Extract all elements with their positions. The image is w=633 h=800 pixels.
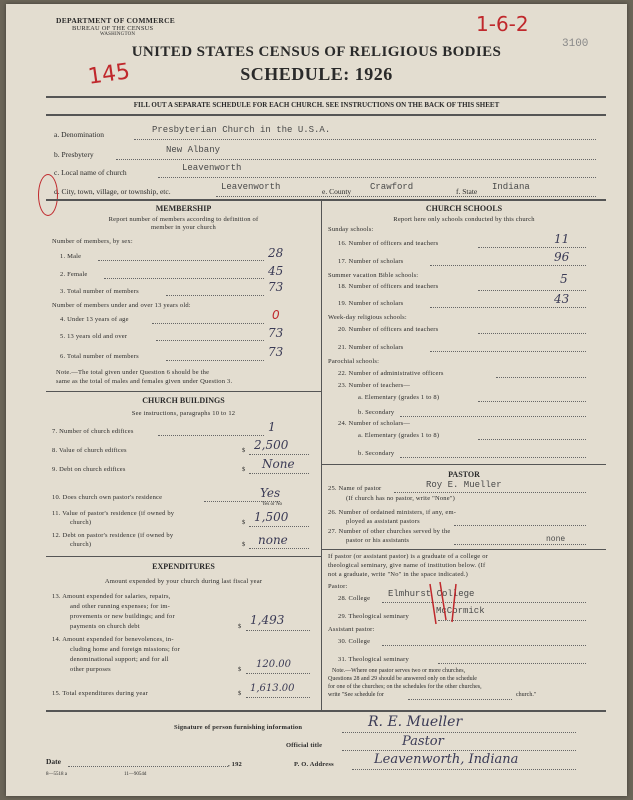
q3-label: 3. Total number of members xyxy=(60,288,139,295)
year-label: , 192 xyxy=(228,761,242,768)
dotted-line xyxy=(430,307,586,308)
q25-value: Roy E. Mueller xyxy=(426,480,502,490)
dotted-line xyxy=(249,526,309,527)
dotted-line xyxy=(249,548,309,549)
q18-value: 5 xyxy=(560,272,568,286)
q24-label: 24. Number of scholars— xyxy=(338,420,411,427)
pastor-note: church." xyxy=(516,692,537,698)
dollar-sign: $ xyxy=(238,666,242,673)
q24a-label: a. Elementary (grades 1 to 8) xyxy=(358,432,440,439)
dotted-line xyxy=(158,435,264,436)
q4-label: 4. Under 13 years of age xyxy=(60,316,129,323)
q15-label: 15. Total expenditures during year xyxy=(52,690,148,697)
dotted-line xyxy=(382,645,586,646)
dotted-line xyxy=(430,265,586,266)
q13-label: and other running expenses; for im- xyxy=(70,603,170,610)
dotted-line xyxy=(98,260,264,261)
signature-value: R. E. Mueller xyxy=(368,714,463,730)
q8-label: 8. Value of church edifices xyxy=(52,447,127,454)
divider xyxy=(46,391,321,392)
q23-label: 23. Number of teachers— xyxy=(338,382,411,389)
dotted-line xyxy=(400,416,586,417)
dotted-line xyxy=(116,159,596,160)
title-value: Pastor xyxy=(402,734,444,749)
presbytery-value: New Albany xyxy=(166,145,221,155)
presbytery-label: b. Presbytery xyxy=(54,150,94,159)
q28-label: 28. College xyxy=(338,595,371,602)
dotted-line xyxy=(478,439,586,440)
q10-value: Yes xyxy=(260,486,281,500)
q12-value: none xyxy=(258,533,288,547)
membership-intro: member in your church xyxy=(150,224,217,231)
denomination-value: Presbyterian Church in the U.S.A. xyxy=(152,125,331,135)
red-date-annotation: 1-6-2 xyxy=(476,12,529,36)
dotted-line xyxy=(342,732,576,733)
state-label: f. State xyxy=(456,187,478,196)
q27-label: pastor or his assistants xyxy=(346,537,410,544)
yes-no-hint: Yes or No xyxy=(262,502,283,507)
dotted-line xyxy=(408,699,512,700)
q8-value: 2,500 xyxy=(254,438,289,452)
q13-label: 13. Amount expended for salaries, repairs, xyxy=(52,593,171,600)
dotted-line xyxy=(496,377,586,378)
q10-label: 10. Does church own pastor's residence xyxy=(52,494,163,501)
dotted-line xyxy=(352,769,576,770)
pastor-note: Note.—Where one pastor serves two or more churches, xyxy=(332,668,466,674)
q12-label: church) xyxy=(70,541,92,548)
form-title: UNITED STATES CENSUS OF RELIGIOUS BODIES xyxy=(131,44,502,60)
q29-label: 29. Theological seminary xyxy=(338,613,409,620)
age-label: Number of members under and over 13 years old: xyxy=(52,302,191,309)
dotted-line xyxy=(249,473,309,474)
q29-value: McCormick xyxy=(436,606,485,616)
q26-label: ployed as assistant pastors xyxy=(346,518,420,525)
city-value: Leavenworth xyxy=(221,182,281,192)
dotted-line xyxy=(478,401,586,402)
dotted-line xyxy=(478,247,586,248)
q19-label: 19. Number of scholars xyxy=(338,300,404,307)
graduate-instructions: not a graduate, write "No" in the space indicated.) xyxy=(328,571,469,578)
dotted-line xyxy=(400,457,586,458)
stamp-number: 3100 xyxy=(562,38,589,50)
q14-label: denominational support; and for all xyxy=(70,656,169,663)
divider xyxy=(46,199,606,201)
q16-value: 11 xyxy=(554,232,570,246)
county-label: e. County xyxy=(322,187,352,196)
expenditures-intro: Amount expended by your church during last fiscal year xyxy=(104,578,263,585)
q9-value: None xyxy=(262,457,295,471)
dotted-line xyxy=(430,351,586,352)
red-check-mark xyxy=(426,580,466,630)
dotted-line xyxy=(166,360,264,361)
date-label: Date xyxy=(46,757,61,766)
parochial-label: Parochial schools: xyxy=(328,358,380,365)
pastor-note: write "See schedule for xyxy=(328,692,384,698)
q7-value: 1 xyxy=(268,420,276,434)
q15-value: 1,613.00 xyxy=(250,683,295,694)
q23a-label: a. Elementary (grades 1 to 8) xyxy=(358,394,440,401)
q11-value: 1,500 xyxy=(254,510,289,524)
q9-label: 9. Debt on church edifices xyxy=(52,466,126,473)
dotted-line xyxy=(438,663,586,664)
q22-label: 22. Number of administrative officers xyxy=(338,370,444,377)
divider xyxy=(46,114,606,116)
q5-value: 73 xyxy=(268,326,284,340)
dotted-line xyxy=(134,139,596,140)
dotted-line xyxy=(104,278,264,279)
dotted-line xyxy=(478,290,586,291)
membership-note: same as the total of males and females given under Question 3. xyxy=(56,378,233,385)
bureau: BUREAU OF THE CENSUS xyxy=(72,25,154,32)
summer-label: Summer vacation Bible schools: xyxy=(328,272,419,279)
membership-heading: MEMBERSHIP xyxy=(155,204,212,213)
q17-label: 17. Number of scholars xyxy=(338,258,404,265)
q16-label: 16. Number of officers and teachers xyxy=(338,240,439,247)
graduate-instructions: If pastor (or assistant pastor) is a graduate of a college or xyxy=(328,553,489,560)
q2-label: 2. Female xyxy=(60,271,88,278)
divider xyxy=(46,710,606,712)
buildings-intro: See instructions, paragraphs 10 to 12 xyxy=(131,410,236,417)
q17-value: 96 xyxy=(554,250,570,264)
dotted-line xyxy=(478,333,586,334)
dotted-line xyxy=(156,340,264,341)
schools-intro: Report here only schools conducted by this church xyxy=(393,216,535,223)
q25-note: (If church has no pastor, write "None") xyxy=(346,495,456,502)
title-label: Official title xyxy=(286,742,323,749)
county-value: Crawford xyxy=(370,182,414,192)
q27-label: 27. Number of other churches served by the xyxy=(328,528,451,535)
q5-label: 5. 13 years old and over xyxy=(60,333,128,340)
divider xyxy=(46,556,321,557)
q25-label: 25. Name of pastor xyxy=(328,485,382,492)
dotted-line xyxy=(454,525,586,526)
dotted-line xyxy=(249,454,309,455)
q28-value: Elmhurst College xyxy=(388,589,475,599)
dollar-sign: $ xyxy=(242,447,246,454)
signature-label: Signature of person furnishing information xyxy=(174,724,303,731)
q14-label: other purposes xyxy=(70,666,111,673)
dotted-line xyxy=(166,295,264,296)
dotted-line xyxy=(68,766,228,767)
census-form xyxy=(6,4,627,796)
address-value: Leavenworth, Indiana xyxy=(374,752,519,767)
q11-label: church) xyxy=(70,519,92,526)
dotted-line xyxy=(246,630,310,631)
dollar-sign: $ xyxy=(242,541,246,548)
instruction-line: FILL OUT A SEPARATE SCHEDULE FOR EACH CHURCH. SEE INSTRUCTIONS ON THE BACK OF THIS SHEET xyxy=(133,101,500,109)
print-number: 11—9054d xyxy=(124,772,147,777)
q7-label: 7. Number of church edifices xyxy=(52,428,134,435)
dotted-line xyxy=(342,750,576,751)
department: DEPARTMENT OF COMMERCE xyxy=(56,16,176,25)
state-value: Indiana xyxy=(492,182,530,192)
dollar-sign: $ xyxy=(238,623,242,630)
q11-label: 11. Value of pastor's residence (if owned by xyxy=(52,510,175,517)
q18-label: 18. Number of officers and teachers xyxy=(338,283,439,290)
red-number-annotation: 145 xyxy=(86,59,132,90)
pastor-label: Pastor: xyxy=(328,583,348,590)
q14-label: cluding home and foreign missions; for xyxy=(70,646,180,653)
q12-label: 12. Debt on pastor's residence (if owned by xyxy=(52,532,174,539)
column-divider xyxy=(321,200,322,710)
q20-label: 20. Number of officers and teachers xyxy=(338,326,439,333)
q24b-label: b. Secondary xyxy=(358,450,395,457)
form-number: 8—5518 a xyxy=(46,772,67,777)
q23b-label: b. Secondary xyxy=(358,409,395,416)
city-label: d. City, town, village, or township, etc. xyxy=(54,187,171,196)
q3-value: 73 xyxy=(268,280,284,294)
local-name-value: Leavenworth xyxy=(182,163,242,173)
by-sex-label: Number of members, by sex: xyxy=(52,238,133,245)
dotted-line xyxy=(454,544,586,545)
q1-label: 1. Male xyxy=(60,253,82,260)
q21-label: 21. Number of scholars xyxy=(338,344,404,351)
divider xyxy=(46,96,606,98)
pastor-note: Questions 28 and 29 should be answered only on the schedule xyxy=(328,676,477,682)
dotted-line xyxy=(394,492,586,493)
q13-value: 1,493 xyxy=(250,613,285,627)
divider xyxy=(322,549,606,550)
q27-value: none xyxy=(546,535,566,544)
graduate-instructions: theological seminary, give name of institution below. (If xyxy=(328,562,486,569)
dotted-line xyxy=(246,697,310,698)
dotted-line xyxy=(382,602,586,603)
q2-value: 45 xyxy=(268,264,284,278)
dotted-line xyxy=(216,196,596,197)
membership-note: Note.—The total given under Question 6 should be the xyxy=(56,369,210,376)
divider xyxy=(322,464,606,465)
denomination-label: a. Denomination xyxy=(54,130,104,139)
q14-value: 120.00 xyxy=(256,659,291,670)
schedule-title: SCHEDULE: 1926 xyxy=(240,64,393,84)
q6-value: 73 xyxy=(268,345,284,359)
dotted-line xyxy=(158,177,596,178)
pastor-heading: PASTOR xyxy=(448,470,480,479)
schools-heading: CHURCH SCHOOLS xyxy=(425,204,503,213)
dollar-sign: $ xyxy=(242,519,246,526)
dotted-line xyxy=(246,673,310,674)
sunday-label: Sunday schools: xyxy=(328,226,374,233)
q6-label: 6. Total number of members xyxy=(60,353,139,360)
q30-label: 30. College xyxy=(338,638,371,645)
membership-intro: Report number of members according to definition of xyxy=(108,216,259,223)
weekday-label: Week-day religious schools: xyxy=(328,314,407,321)
dollar-sign: $ xyxy=(238,690,242,697)
dotted-line xyxy=(152,323,264,324)
buildings-heading: CHURCH BUILDINGS xyxy=(142,396,225,405)
q13-label: provements or new buildings; and for xyxy=(70,613,175,620)
pastor-note: for one of the churches; on the schedules for the other churches, xyxy=(328,684,482,690)
q26-label: 26. Number of ordained ministers, if any, em- xyxy=(328,509,457,516)
city: WASHINGTON xyxy=(100,32,136,37)
address-label: P. O. Address xyxy=(294,761,334,768)
dollar-sign: $ xyxy=(242,466,246,473)
q31-label: 31. Theological seminary xyxy=(338,656,409,663)
q4-value: 0 xyxy=(272,308,280,322)
local-name-label: c. Local name of church xyxy=(54,168,127,177)
q1-value: 28 xyxy=(268,246,284,260)
assistant-label: Assistant pastor: xyxy=(328,626,375,633)
q19-value: 43 xyxy=(554,292,570,306)
q13-label: payments on church debt xyxy=(70,623,140,630)
q14-label: 14. Amount expended for benevolences, in- xyxy=(52,636,174,643)
expenditures-heading: EXPENDITURES xyxy=(152,562,215,571)
